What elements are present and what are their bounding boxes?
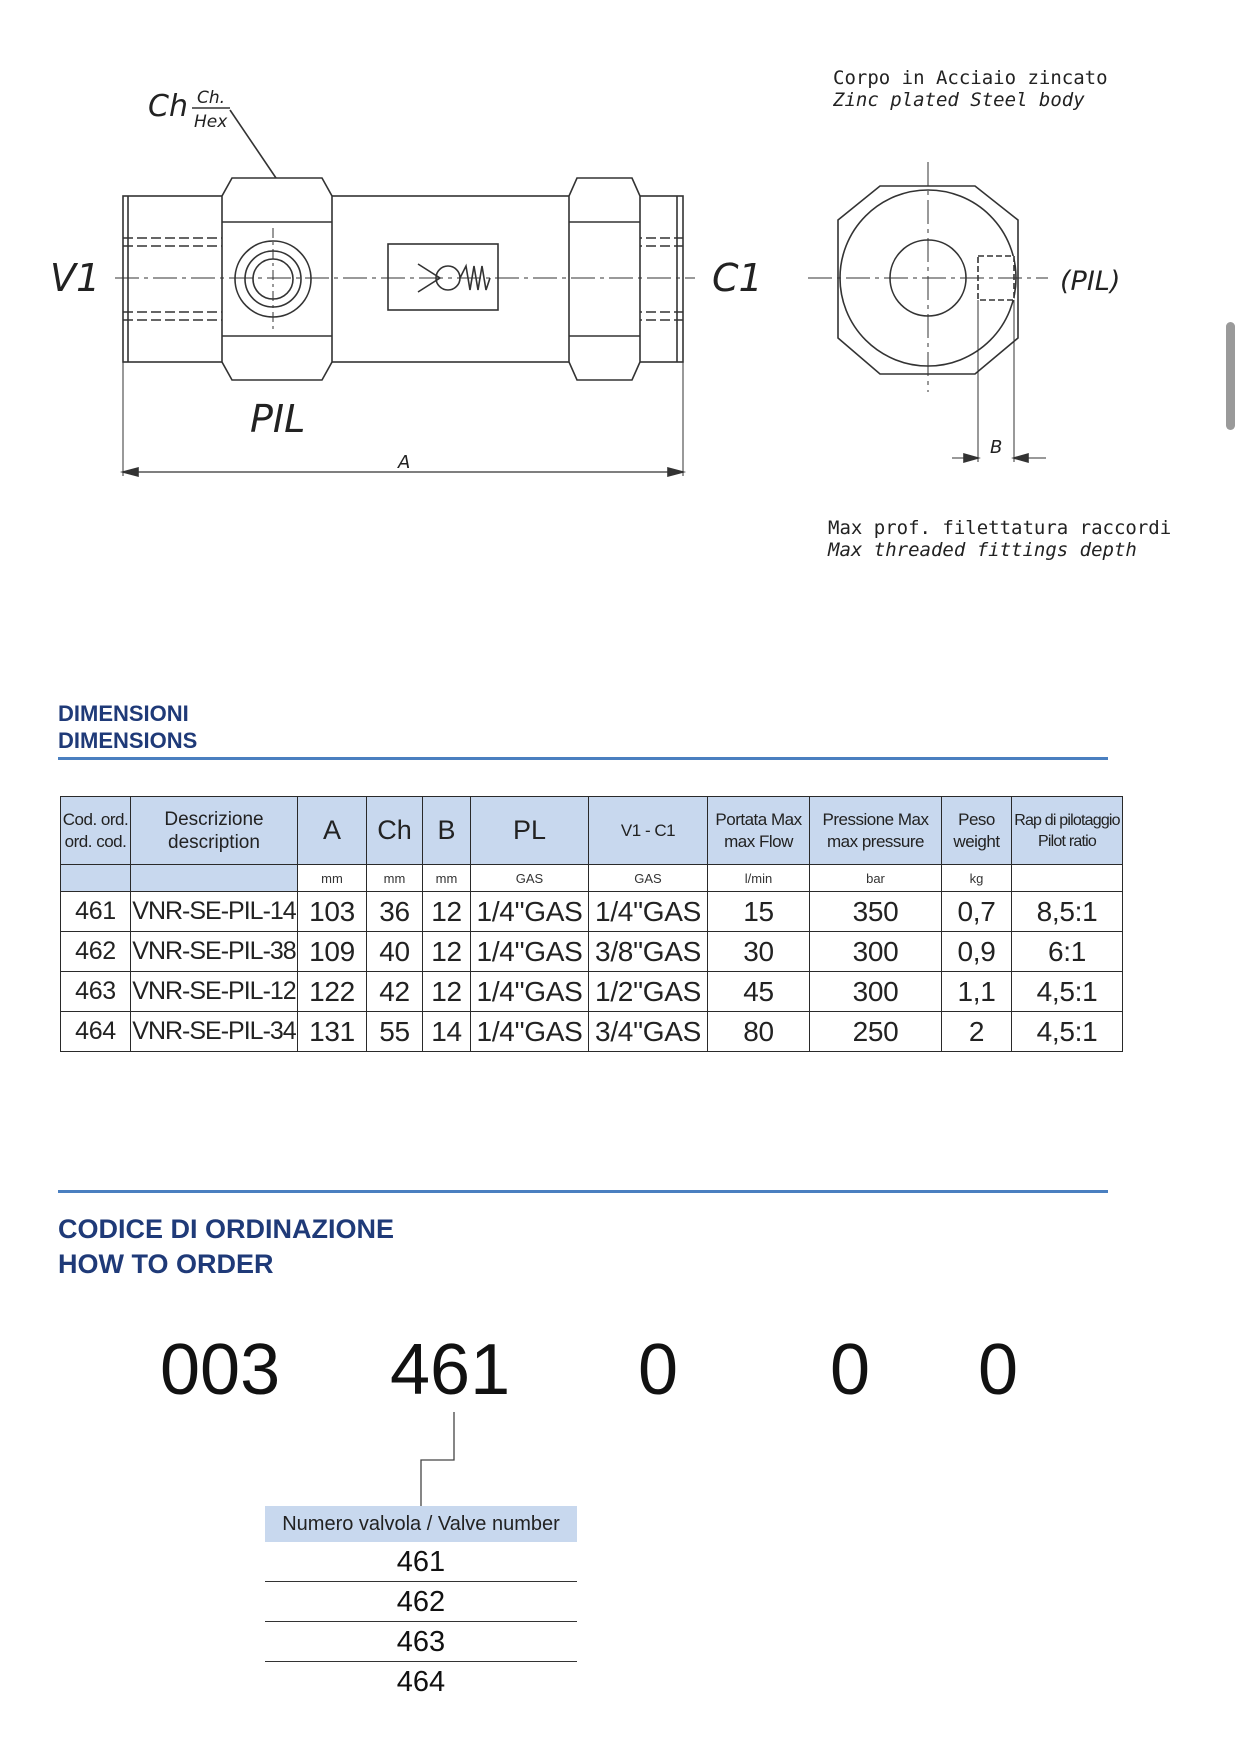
header-pilot-ratio: Rap di pilotaggio Pilot ratio bbox=[1012, 797, 1123, 865]
port-pil-label: PIL bbox=[250, 397, 306, 441]
thread-depth-en: Max threaded fittings depth bbox=[828, 539, 1137, 561]
unit-v1c1: GAS bbox=[589, 865, 708, 892]
cell-b: 14 bbox=[423, 1012, 471, 1052]
header-description: Descrizione description bbox=[131, 797, 298, 865]
cell-pl: 1/4"GAS bbox=[471, 1012, 589, 1052]
header-pl: PL bbox=[471, 797, 589, 865]
unit-ratio bbox=[1012, 865, 1123, 892]
port-c1-label: C1 bbox=[712, 256, 763, 300]
unit-a: mm bbox=[298, 865, 367, 892]
header-ch: Ch bbox=[367, 797, 423, 865]
cell-code: 463 bbox=[61, 972, 131, 1012]
cell-b: 12 bbox=[423, 892, 471, 932]
ordering-rule bbox=[58, 1190, 1108, 1193]
cell-ch: 40 bbox=[367, 932, 423, 972]
cell-b: 12 bbox=[423, 972, 471, 1012]
order-code-prefix: 003 bbox=[160, 1330, 281, 1410]
body-material-it: Corpo in Acciaio zincato bbox=[833, 67, 1108, 89]
check-valve-symbol bbox=[388, 244, 498, 310]
cell-weight: 2 bbox=[942, 1012, 1012, 1052]
body-material-note bbox=[833, 67, 1108, 111]
cell-v1c1: 1/4"GAS bbox=[589, 892, 708, 932]
header-a: A bbox=[298, 797, 367, 865]
order-code-option-2: 0 bbox=[830, 1330, 871, 1410]
dimensions-title bbox=[58, 700, 197, 754]
header-pressure: Pressione Max max pressure bbox=[810, 797, 942, 865]
cell-pressure: 300 bbox=[810, 972, 942, 1012]
right-hex-nut bbox=[569, 178, 640, 380]
unit-code bbox=[61, 865, 131, 892]
cell-flow: 45 bbox=[708, 972, 810, 1012]
cell-code: 461 bbox=[61, 892, 131, 932]
unit-flow: l/min bbox=[708, 865, 810, 892]
cell-v1c1: 1/2"GAS bbox=[589, 972, 708, 1012]
header-b: B bbox=[423, 797, 471, 865]
order-code-valve: 461 bbox=[390, 1330, 511, 1410]
ordering-title bbox=[58, 1212, 394, 1282]
dimensions-rule bbox=[58, 757, 1108, 760]
cell-flow: 30 bbox=[708, 932, 810, 972]
header-code: Cod. ord. ord. cod. bbox=[61, 797, 131, 865]
port-v1-label: V1 bbox=[50, 256, 101, 300]
unit-weight: kg bbox=[942, 865, 1012, 892]
dimensions-table bbox=[60, 796, 1123, 1052]
cell-b: 12 bbox=[423, 932, 471, 972]
unit-pl: GAS bbox=[471, 865, 589, 892]
ordering-title-en: HOW TO ORDER bbox=[58, 1249, 274, 1279]
cell-v1c1: 3/8"GAS bbox=[589, 932, 708, 972]
ch-fraction-bottom: Hex bbox=[194, 112, 228, 132]
table-header-row bbox=[61, 797, 1123, 865]
valve-number-table bbox=[265, 1506, 577, 1701]
valve-number-row: 463 bbox=[265, 1622, 577, 1662]
order-code-option-1: 0 bbox=[638, 1330, 679, 1410]
cell-ch: 36 bbox=[367, 892, 423, 932]
cell-code: 464 bbox=[61, 1012, 131, 1052]
cell-flow: 15 bbox=[708, 892, 810, 932]
cell-pl: 1/4"GAS bbox=[471, 932, 589, 972]
cell-ratio: 8,5:1 bbox=[1012, 892, 1123, 932]
cell-desc: VNR-SE-PIL-12 bbox=[131, 972, 298, 1012]
cell-a: 103 bbox=[298, 892, 367, 932]
unit-b: mm bbox=[423, 865, 471, 892]
ch-label: Ch bbox=[148, 89, 188, 124]
cell-flow: 80 bbox=[708, 1012, 810, 1052]
thread-depth-it: Max prof. filettatura raccordi bbox=[828, 517, 1172, 539]
cell-v1c1: 3/4"GAS bbox=[589, 1012, 708, 1052]
valve-number-row: 464 bbox=[396, 1666, 446, 1698]
header-weight: Peso weight bbox=[942, 797, 1012, 865]
dimension-b-label: B bbox=[990, 437, 1003, 458]
ordering-title-it: CODICE DI ORDINAZIONE bbox=[58, 1214, 395, 1244]
table-row bbox=[61, 892, 1123, 932]
dimension-a-label: A bbox=[398, 452, 411, 473]
cell-pressure: 350 bbox=[810, 892, 942, 932]
cell-weight: 0,9 bbox=[942, 932, 1012, 972]
body-material-en: Zinc plated Steel body bbox=[833, 89, 1085, 111]
cell-pressure: 300 bbox=[810, 932, 942, 972]
cell-code: 462 bbox=[61, 932, 131, 972]
header-v1-c1: V1 - C1 bbox=[589, 797, 708, 865]
cell-ch: 55 bbox=[367, 1012, 423, 1052]
unit-pressure: bar bbox=[810, 865, 942, 892]
cell-desc: VNR-SE-PIL-38 bbox=[131, 932, 298, 972]
cell-ratio: 4,5:1 bbox=[1012, 1012, 1123, 1052]
dimensions-title-it: DIMENSIONI bbox=[58, 701, 189, 726]
cell-pl: 1/4"GAS bbox=[471, 972, 589, 1012]
port-pil-side-label: (PIL) bbox=[1060, 266, 1121, 297]
cell-weight: 0,7 bbox=[942, 892, 1012, 932]
cell-ratio: 6:1 bbox=[1012, 932, 1123, 972]
cell-weight: 1,1 bbox=[942, 972, 1012, 1012]
cell-ratio: 4,5:1 bbox=[1012, 972, 1123, 1012]
dimensions-title-en: DIMENSIONS bbox=[58, 728, 198, 753]
units-row bbox=[61, 865, 1123, 892]
header-flow: Portata Max max Flow bbox=[708, 797, 810, 865]
table-row bbox=[61, 972, 1123, 1012]
unit-desc bbox=[131, 865, 298, 892]
cell-pressure: 250 bbox=[810, 1012, 942, 1052]
vertical-scrollbar[interactable] bbox=[1226, 322, 1235, 430]
cell-ch: 42 bbox=[367, 972, 423, 1012]
table-row bbox=[61, 932, 1123, 972]
cell-a: 131 bbox=[298, 1012, 367, 1052]
valve-number-row: 461 bbox=[265, 1542, 577, 1582]
table-row bbox=[61, 1012, 1123, 1052]
unit-ch: mm bbox=[367, 865, 423, 892]
order-code-option-3: 0 bbox=[978, 1330, 1019, 1410]
cell-a: 109 bbox=[298, 932, 367, 972]
valve-number-row: 462 bbox=[265, 1582, 577, 1622]
cell-desc: VNR-SE-PIL-14 bbox=[131, 892, 298, 932]
valve-number-header: Numero valvola / Valve number bbox=[265, 1506, 577, 1542]
cell-a: 122 bbox=[298, 972, 367, 1012]
thread-depth-note bbox=[828, 517, 1171, 561]
ch-fraction-top: Ch. bbox=[197, 88, 226, 108]
cell-desc: VNR-SE-PIL-34 bbox=[131, 1012, 298, 1052]
cell-pl: 1/4"GAS bbox=[471, 892, 589, 932]
